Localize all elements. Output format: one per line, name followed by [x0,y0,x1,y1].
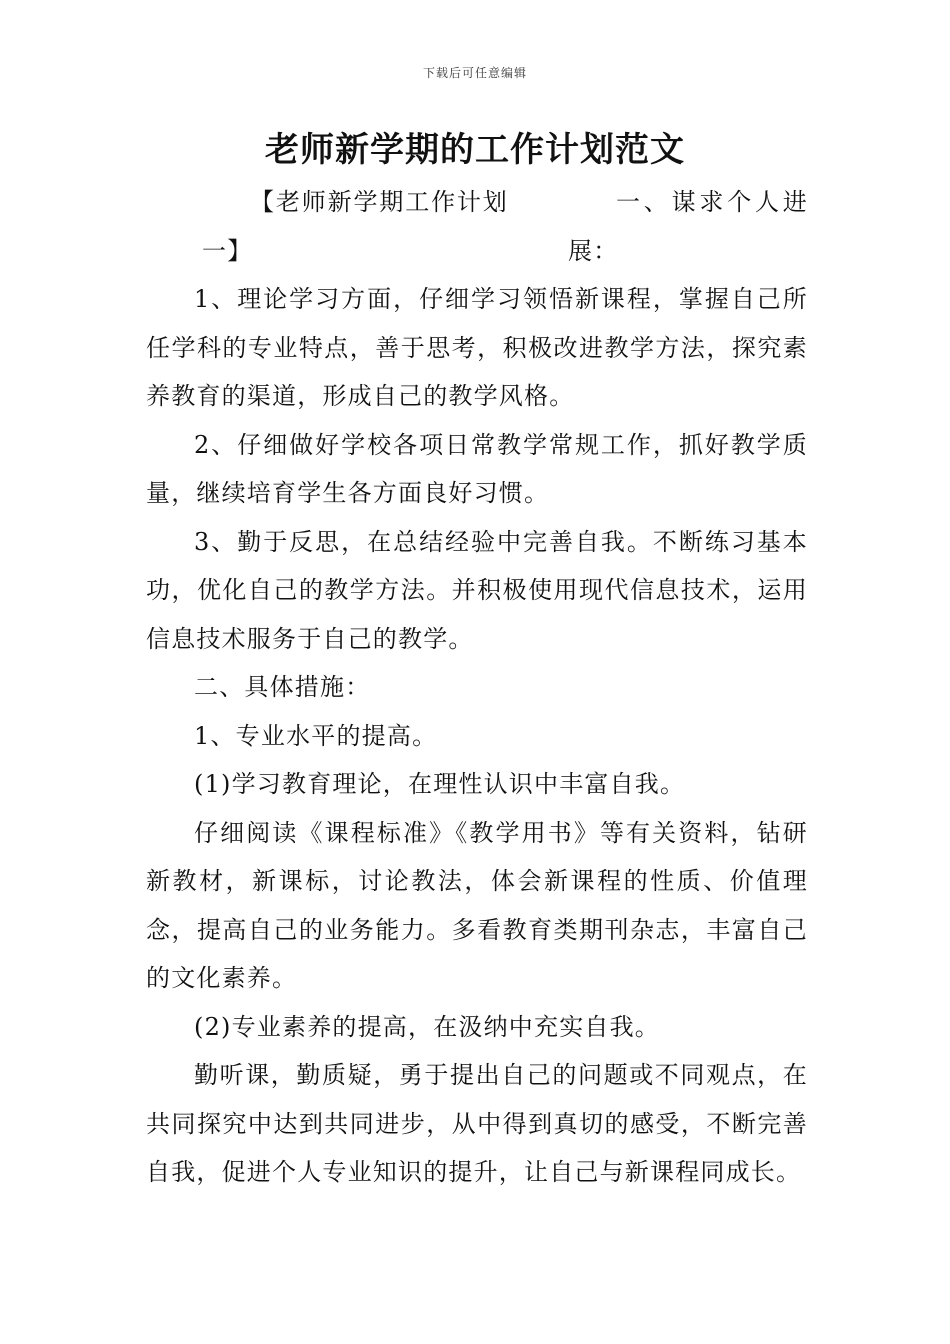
paragraph-theory-study: 1、理论学习方面，仔细学习领悟新课程，掌握自己所任学科的专业特点，善于思考，积极改进教学方法，探究素养教育的渠道，形成自己的教学风格。 [146,285,808,410]
heading-specific-measures: 二、具体措施： [194,673,371,701]
document-title: 老师新学期的工作计划范文 [265,130,685,170]
heading-professional-level: 1、专业水平的提高。 [194,721,438,750]
paragraph-reflection: 3、勤于反思，在总结经验中完善自我。不断练习基本功，优化自己的教学方法。并积极使用现代信息技术，运用信息技术服务于自己的教学。 [146,527,808,653]
subheading-education-theory: (1)学习教育理论，在理性认识中丰富自我。 [194,770,686,798]
paragraph-routine-work: 2、仔细做好学校各项日常教学常规工作，抓好教学质量，继续培育学生各方面良好习惯。 [146,430,808,507]
subheading-professional-literacy: (2)专业素养的提高，在汲纳中充实自我。 [194,1012,660,1041]
paragraph-reading-materials: 仔细阅读《课程标准》《教学用书》等有关资料，钻研新教材，新课标，讨论教法，体会新课程的性质、价值理念，提高自己的业务能力。多看教育类期刊杂志，丰富自己的文化素养。 [146,818,808,992]
section-heading: 【老师新学期工作计划一】 [202,188,508,265]
document-body [146,178,808,1197]
paragraph-lesson-observation: 勤听课，勤质疑，勇于提出自己的问题或不同观点，在共同探究中达到共同进步，从中得到真切的感受，不断完善自我，促进个人专业知识的提升，让自己与新课程同成长。 [146,1061,808,1186]
header-note: 下载后可任意编辑 [422,66,527,80]
section-heading-line [146,178,808,275]
first-point-heading: 一、谋求个人进展： [568,188,808,265]
